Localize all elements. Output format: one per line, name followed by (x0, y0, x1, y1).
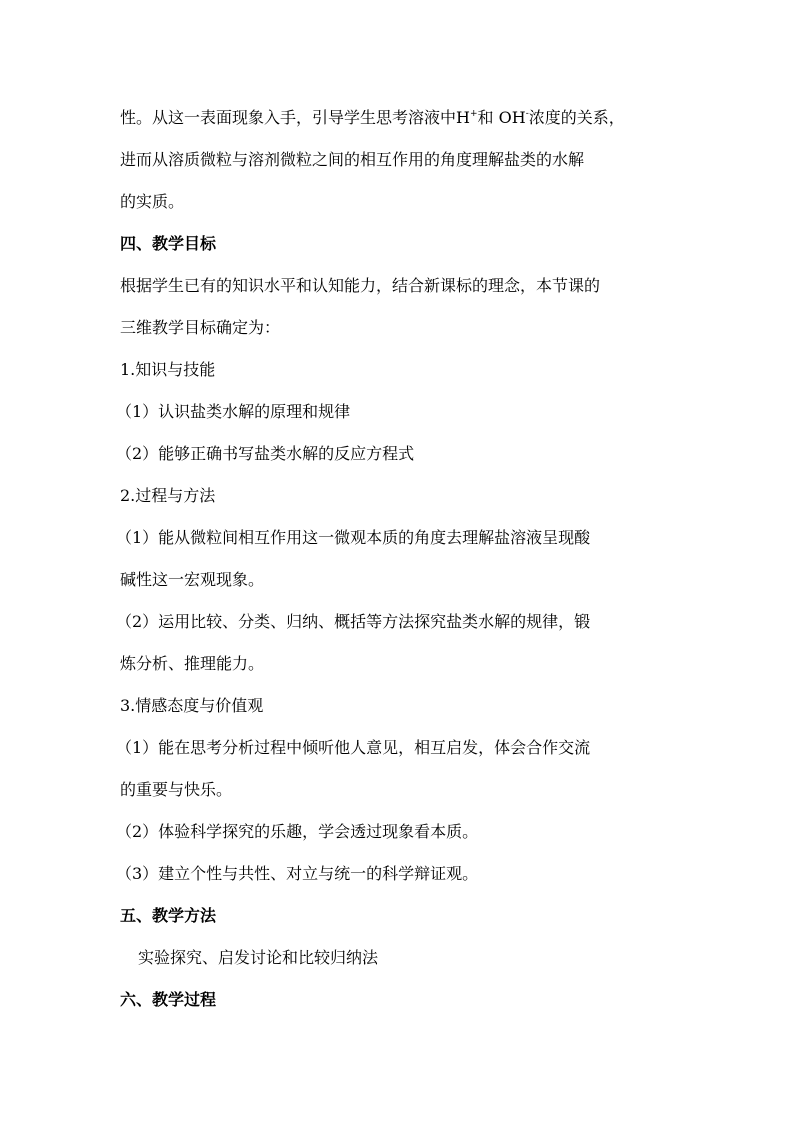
intro-line-1 (120, 108, 625, 128)
subsection-2-item-1-line-2: 碱性这一宏观现象。 (120, 570, 265, 589)
intro-line-3: 的实质。 (120, 192, 185, 211)
subsection-2-item-2-line-1: （2）运用比较、分类、归纳、概括等方法探究盐类水解的规律，锻 (116, 612, 591, 631)
subsection-3-item-2: （2）体验科学探究的乐趣，学会透过现象看本质。 (116, 822, 479, 841)
section-4-heading: 四、教学目标 (120, 234, 217, 253)
subsection-1-title: 1.知识与技能 (120, 360, 216, 379)
subsection-3-title: 3.情感态度与价值观 (120, 696, 264, 715)
section-5-content: 实验探究、启发讨论和比较归纳法 (138, 948, 379, 967)
section-4-paragraph-line-1: 根据学生已有的知识水平和认知能力，结合新课标的理念，本节课的 (120, 276, 601, 295)
subsection-3-item-1-line-1: （1）能在思考分析过程中倾听他人意见，相互启发，体会合作交流 (116, 738, 591, 757)
intro-line-1-text-b: 和 OH (477, 108, 526, 127)
section-6-heading: 六、教学过程 (120, 990, 217, 1009)
hydrogen-ion-charge: + (469, 108, 478, 119)
subsection-2-item-1-line-1: （1）能从微粒间相互作用这一微观本质的角度去理解盐溶液呈现酸 (116, 528, 591, 547)
subsection-3-item-1-line-2: 的重要与快乐。 (120, 780, 233, 799)
subsection-2-title: 2.过程与方法 (120, 486, 216, 505)
subsection-2-item-2-line-2: 炼分析、推理能力。 (120, 654, 265, 673)
intro-line-1-text-c: 浓度的关系， (528, 108, 625, 127)
intro-line-2: 进而从溶质微粒与溶剂微粒之间的相互作用的角度理解盐类的水解 (120, 150, 585, 169)
section-4-paragraph-line-2: 三维教学目标确定为： (120, 318, 281, 337)
intro-line-1-text-a: 性。从这一表面现象入手，引导学生思考溶液中H (120, 108, 470, 127)
section-5-heading: 五、教学方法 (120, 906, 217, 925)
subsection-1-item-2: （2）能够正确书写盐类水解的反应方程式 (116, 444, 415, 463)
subsection-3-item-3: （3）建立个性与共性、对立与统一的科学辩证观。 (116, 864, 479, 883)
subsection-1-item-1: （1）认识盐类水解的原理和规律 (116, 402, 351, 421)
hydroxide-ion-charge: - (525, 108, 529, 119)
